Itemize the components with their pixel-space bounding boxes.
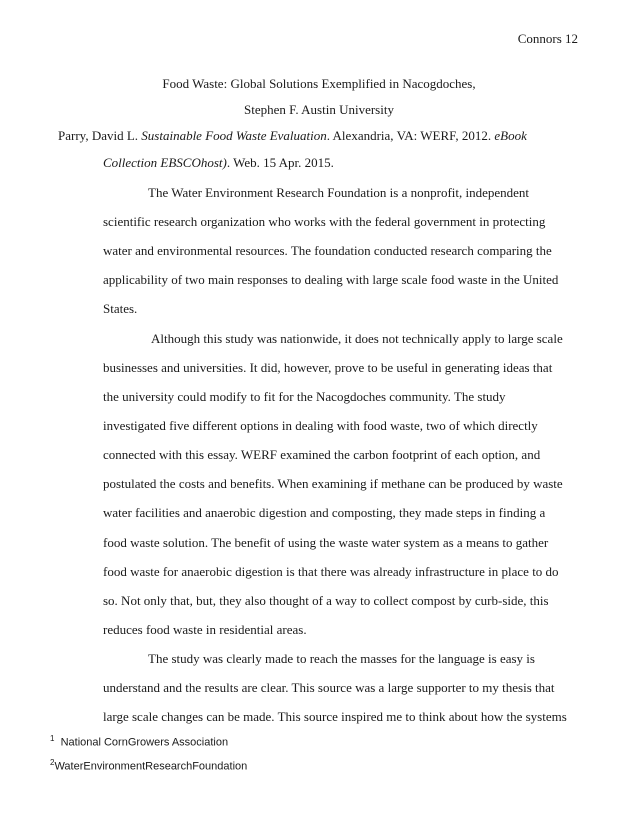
running-head: Connors 12 [517,31,578,46]
citation-database-part-1: eBook [494,128,527,143]
body-line: water and environmental resources. The foundation conducted research comparing the [103,243,552,258]
body-line: The Water Environment Research Foundation is a nonprofit, independent [148,185,530,200]
footnote-1 [50,729,247,753]
body-line: reduces food waste in residential areas. [103,622,307,637]
citation-line-2 [103,155,334,171]
footnote-number: 2 [50,757,55,767]
body-line: Although this study was nationwide, it does not technically apply to large scale [151,331,563,346]
citation-database-part-2: Collection EBSCOhost) [103,155,227,170]
body-line: investigated five different options in dealing with food waste, two of which directly [103,418,538,433]
body-line: The study was clearly made to reach the masses for the language is easy is [148,651,535,666]
body-line: so. Not only that, but, they also thought of a way to collect compost by curb-side, this [103,593,549,608]
citation-access: . Web. 15 Apr. 2015. [226,155,334,170]
body-line: postulated the costs and benefits. When examining if methane can be produced by waste [103,476,563,491]
footnote-2 [50,753,247,777]
body-line: applicability of two main responses to dealing with large scale food waste in the United [103,272,559,287]
footnotes [50,729,247,776]
body-line: food waste solution. The benefit of using the waste water system as a means to gather [103,535,549,550]
footnote-text: National CornGrowers Association [60,736,229,749]
body-line: connected with this essay. WERF examined the carbon footprint of each option, and [103,447,541,462]
body-line: food waste for anaerobic digestion is that there was already infrastructure in place to do [103,564,559,579]
essay-title-line-1: Food Waste: Global Solutions Exemplified in Nacogdoches, [162,76,476,91]
body-line: businesses and universities. It did, however, prove to be useful in generating ideas that [103,360,553,375]
citation-work-title: Sustainable Food Waste Evaluation [141,128,327,143]
citation-author: Parry, David L. [58,128,142,143]
citation-publisher: . Alexandria, VA: WERF, 2012. [326,128,495,143]
body-line: water facilities and anaerobic digestion and composting, they made steps in finding a [103,505,546,520]
footnote-number: 1 [50,734,55,743]
essay-title-line-2: Stephen F. Austin University [244,102,394,117]
body-line: scientific research organization who works with the federal government in protecting [103,214,546,229]
footnote-text: WaterEnvironmentResearchFoundation [54,760,248,773]
citation-line-1 [58,128,527,144]
body-line: understand and the results are clear. This source was a large supporter to my thesis that [103,680,555,695]
body-line: the university could modify to fit for the Nacogdoches community. The study [103,389,506,404]
body-line: large scale changes can be made. This source inspired me to think about how the systems [103,709,567,724]
body-line: States. [103,301,138,316]
